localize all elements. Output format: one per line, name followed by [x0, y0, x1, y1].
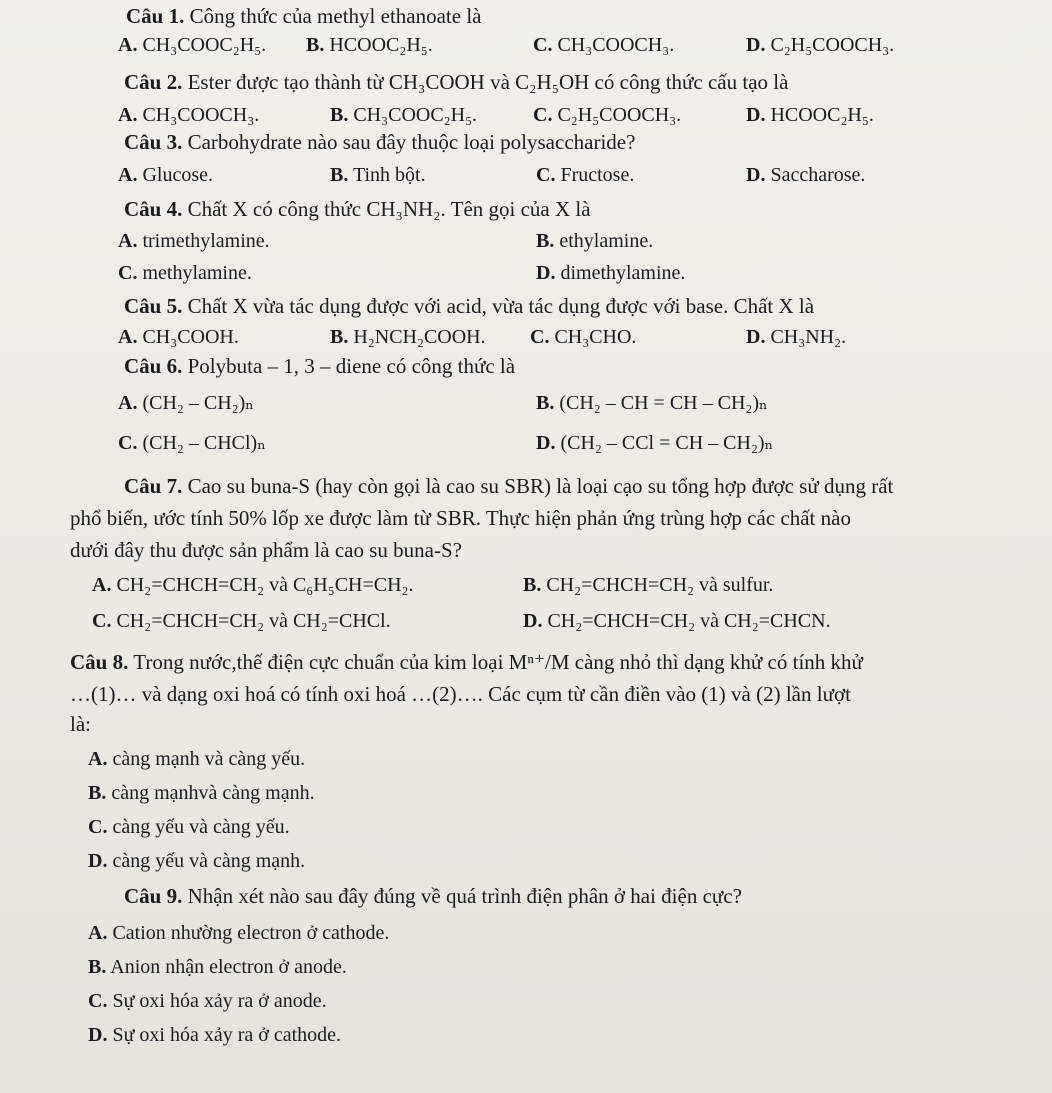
question-label: Câu 6.	[124, 354, 183, 378]
question-text: Công thức của methyl ethanoate là	[189, 4, 482, 28]
option-7b[interactable]: B. CH₂=CHCH=CH₂ và sulfur.	[523, 574, 774, 596]
option-4c[interactable]: C. methylamine.	[118, 262, 252, 284]
option-7c[interactable]: C. CH₂=CHCH=CH₂ và CH₂=CHCl.	[92, 610, 391, 632]
question-text: Ester được tạo thành từ CH₃COOH và C₂H₅OH có công thức cấu tạo là	[187, 70, 789, 94]
option-5b[interactable]: B. H₂NCH₂COOH.	[330, 326, 486, 348]
option-4b[interactable]: B. ethylamine.	[536, 230, 654, 252]
question-7-line-3: dưới đây thu được sản phẩm là cao su buna-S?	[70, 538, 462, 562]
option-3b[interactable]: B. Tinh bột.	[330, 164, 426, 186]
question-label: Câu 2.	[124, 70, 183, 94]
question-1	[126, 4, 481, 29]
option-8c[interactable]: C. càng yếu và càng yếu.	[88, 816, 290, 838]
option-6c[interactable]: C. (CH₂ – CHCl)ₙ	[118, 432, 266, 454]
option-5c[interactable]: C. CH₃CHO.	[530, 326, 637, 348]
option-3c[interactable]: C. Fructose.	[536, 164, 635, 186]
option-7a[interactable]: A. CH₂=CHCH=CH₂ và C₆H₅CH=CH₂.	[92, 574, 414, 596]
question-2	[124, 70, 788, 95]
option-9c[interactable]: C. Sự oxi hóa xảy ra ở anode.	[88, 990, 327, 1012]
question-7-line-2: phổ biến, ước tính 50% lốp xe được làm từ SBR. Thực hiện phản ứng trùng hợp các chất nào	[70, 506, 851, 530]
question-8-line-2: …(1)… và dạng oxi hoá có tính oxi hoá …(2)…. Các cụm từ cần điền vào (1) và (2) lần lượt	[70, 682, 851, 706]
option-1d[interactable]: D. C₂H₅COOCH₃.	[746, 34, 895, 56]
question-text: Cao su buna-S (hay còn gọi là cao su SBR) là loại cạo su tổng hợp được sử dụng rất	[187, 474, 894, 498]
question-label: Câu 7.	[124, 474, 183, 498]
question-text: Chất X có công thức CH₃NH₂. Tên gọi của X là	[187, 197, 591, 221]
option-1a[interactable]: A. CH₃COOC₂H₅.	[118, 34, 267, 56]
option-2d[interactable]: D. HCOOC₂H₅.	[746, 104, 874, 126]
option-6a[interactable]: A. (CH₂ – CH₂)ₙ	[118, 392, 254, 414]
option-1b[interactable]: B. HCOOC₂H₅.	[306, 34, 433, 56]
question-text: Trong nước,thế điện cực chuẩn của kim loại Mⁿ⁺/M càng nhỏ thì dạng khử có tính khử	[133, 650, 863, 674]
option-9a[interactable]: A. Cation nhường electron ở cathode.	[88, 922, 390, 944]
option-7d[interactable]: D. CH₂=CHCH=CH₂ và CH₂=CHCN.	[523, 610, 831, 632]
question-label: Câu 1.	[126, 4, 185, 28]
question-9	[124, 884, 742, 909]
option-3d[interactable]: D. Saccharose.	[746, 164, 866, 186]
option-3a[interactable]: A. Glucose.	[118, 164, 213, 186]
question-label: Câu 5.	[124, 294, 183, 318]
question-7-line-1	[124, 474, 893, 499]
option-2a[interactable]: A. CH₃COOCH₃.	[118, 104, 260, 126]
option-8d[interactable]: D. càng yếu và càng mạnh.	[88, 850, 306, 872]
option-6b[interactable]: B. (CH₂ – CH = CH – CH₂)ₙ	[536, 392, 768, 414]
question-label: Câu 3.	[124, 130, 183, 154]
option-8a[interactable]: A. càng mạnh và càng yếu.	[88, 748, 306, 770]
option-9b[interactable]: B. Anion nhận electron ở anode.	[88, 956, 347, 978]
question-3	[124, 130, 635, 155]
question-5	[124, 294, 814, 319]
question-text: Nhận xét nào sau đây đúng về quá trình điện phân ở hai điện cực?	[187, 884, 742, 908]
question-text: Carbohydrate nào sau đây thuộc loại polysaccharide?	[187, 130, 636, 154]
question-8-line-1	[70, 650, 863, 675]
option-5d[interactable]: D. CH₃NH₂.	[746, 326, 847, 348]
question-4	[124, 197, 591, 222]
option-8b[interactable]: B. càng mạnhvà càng mạnh.	[88, 782, 315, 804]
question-label: Câu 8.	[70, 650, 129, 674]
option-2c[interactable]: C. C₂H₅COOCH₃.	[533, 104, 682, 126]
option-2b[interactable]: B. CH₃COOC₂H₅.	[330, 104, 478, 126]
question-8-line-3: là:	[70, 712, 91, 736]
question-6	[124, 354, 515, 379]
question-label: Câu 4.	[124, 197, 183, 221]
question-label: Câu 9.	[124, 884, 183, 908]
question-text: Chất X vừa tác dụng được với acid, vừa tác dụng được với base. Chất X là	[187, 294, 815, 318]
option-1c[interactable]: C. CH₃COOCH₃.	[533, 34, 675, 56]
option-4d[interactable]: D. dimethylamine.	[536, 262, 686, 284]
option-4a[interactable]: A. trimethylamine.	[118, 230, 270, 252]
option-5a[interactable]: A. CH₃COOH.	[118, 326, 239, 348]
option-9d[interactable]: D. Sự oxi hóa xảy ra ở cathode.	[88, 1024, 342, 1046]
question-text: Polybuta – 1, 3 – diene có công thức là	[187, 354, 516, 378]
option-6d[interactable]: D. (CH₂ – CCl = CH – CH₂)ₙ	[536, 432, 774, 454]
